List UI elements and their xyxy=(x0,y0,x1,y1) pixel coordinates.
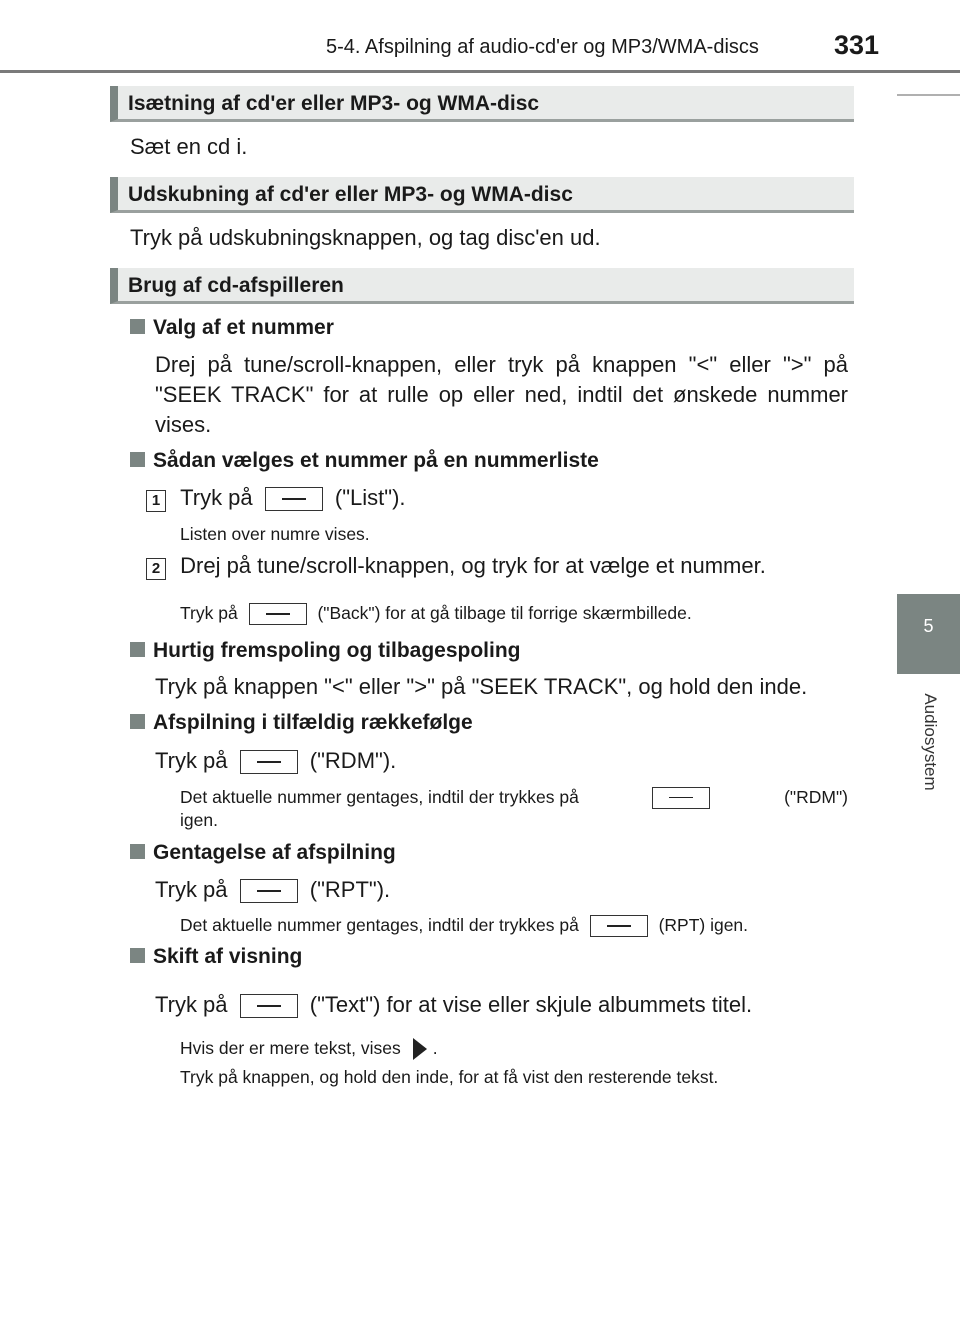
text-button-icon xyxy=(240,994,298,1018)
section-bar-eject xyxy=(110,177,854,213)
step-1-note: Listen over numre vises. xyxy=(180,524,370,544)
running-header-title: 5-4. Afspilning af audio-cd'er og MP3/WMA-discs xyxy=(326,36,759,58)
ff-rew-body: Tryk på knappen "<" eller ">" på "SEEK TRACK", og hold den inde. xyxy=(155,674,808,699)
subheading-ff-rew: Hurtig fremspoling og tilbagespoling xyxy=(130,639,521,663)
bullet-square-icon xyxy=(130,948,145,963)
display-body: Tryk på ("Text") for at vise eller skjule albummets titel. xyxy=(155,992,753,1017)
list-button-icon xyxy=(265,487,323,511)
section-title-eject: Udskubning af cd'er eller MP3- og WMA-disc xyxy=(128,183,573,206)
more-text-arrow-icon xyxy=(413,1038,427,1060)
display-note-1: Hvis der er mere tekst, vises . xyxy=(180,1037,438,1060)
bullet-square-icon xyxy=(130,714,145,729)
subheading-random: Afspilning i tilfældig rækkefølge xyxy=(130,711,473,735)
repeat-note: Det aktuelle nummer gentages, indtil der trykkes på (RPT) igen. xyxy=(180,914,748,937)
bullet-square-icon xyxy=(130,642,145,657)
step-2: 2 Drej på tune/scroll-knappen, og tryk for at vælge et nummer. xyxy=(146,551,766,581)
side-tab-rule xyxy=(897,94,960,96)
bullet-square-icon xyxy=(130,844,145,859)
section-bar-player xyxy=(110,268,854,304)
subheading-track-list: Sådan vælges et nummer på en nummerliste xyxy=(130,449,599,473)
subheading-select-track: Valg af et nummer xyxy=(130,316,334,340)
rdm-button-icon xyxy=(652,787,710,809)
random-note: Det aktuelle nummer gentages, indtil der trykkes på ("RDM") igen. xyxy=(180,787,848,830)
random-body: Tryk på ("RDM"). xyxy=(155,748,397,773)
subheading-repeat: Gentagelse af afspilning xyxy=(130,841,396,865)
section-title-player: Brug af cd-afspilleren xyxy=(128,274,344,297)
chapter-number: 5 xyxy=(923,616,934,636)
back-button-icon xyxy=(249,603,307,625)
step-2-note: Tryk på ("Back") for at gå tilbage til forrige skærmbillede. xyxy=(180,602,692,625)
section-bar-insert xyxy=(110,86,854,122)
rpt-button-icon xyxy=(240,879,298,903)
insert-body: Sæt en cd i. xyxy=(130,134,248,159)
bullet-square-icon xyxy=(130,319,145,334)
bullet-square-icon xyxy=(130,452,145,467)
header-divider xyxy=(0,70,960,73)
section-title-insert: Isætning af cd'er eller MP3- og WMA-disc xyxy=(128,92,540,115)
step-1: 1 Tryk på ("List"). xyxy=(146,483,406,513)
page-number: 331 xyxy=(834,30,880,60)
select-track-body: Drej på tune/scroll-knappen, eller tryk på knappen "<" eller ">" på "SEEK TRACK" for at rulle op eller ned, indtil det ønskede nummer vises. xyxy=(155,352,848,437)
rpt-button-icon xyxy=(590,915,648,937)
subheading-display: Skift af visning xyxy=(130,945,302,969)
rdm-button-icon xyxy=(240,750,298,774)
display-note-2: Tryk på knappen, og hold den inde, for at få vist den resterende tekst. xyxy=(180,1067,719,1087)
repeat-body: Tryk på ("RPT"). xyxy=(155,877,391,902)
chapter-label: Audiosystem xyxy=(921,693,940,791)
step-number-1: 1 xyxy=(146,490,166,512)
eject-body: Tryk på udskubningsknappen, og tag disc'en ud. xyxy=(130,225,601,250)
step-number-2: 2 xyxy=(146,558,166,580)
